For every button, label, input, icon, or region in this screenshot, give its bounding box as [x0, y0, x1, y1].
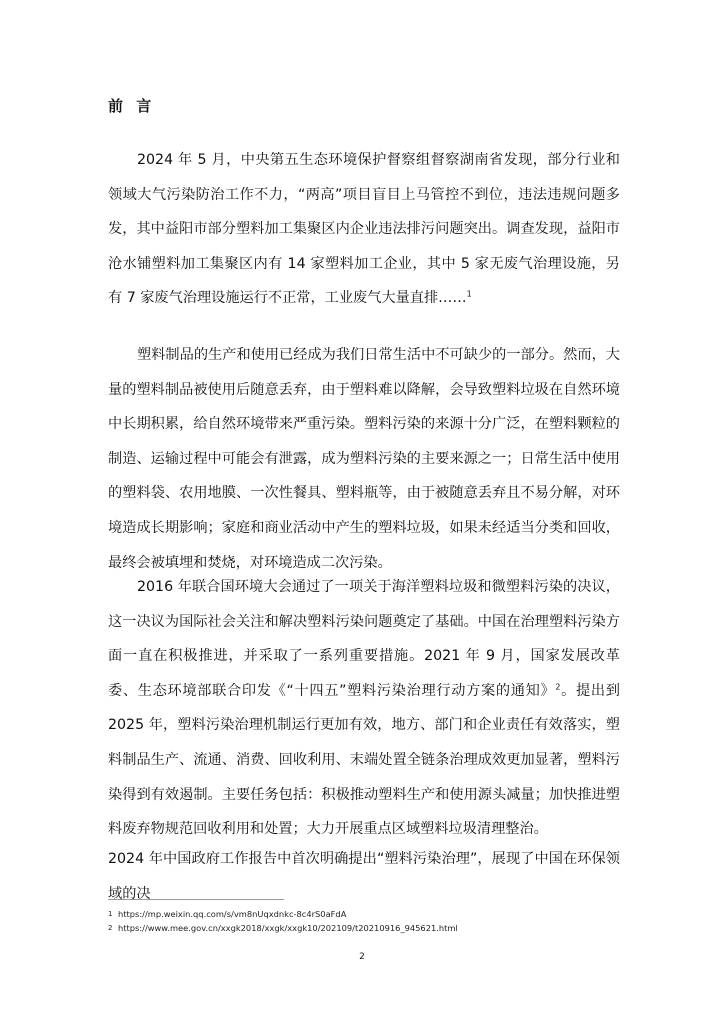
paragraph-1-text: 2024 年 5 月，中央第五生态环境保护督察组督察湖南省发现，部分行业和领域大气污染防治工作不力，“两高”项目盲目上马管控不到位，违法违规问题多发，其中益阳市部分塑料加工集聚区内企业违法排污问题突出。调查发现，益阳市沧水铺塑料加工集聚区内有 14 家塑料加工企业，其中 5 家无废气治理设施，另有 7 家废气治理设施运行不正常，工业废气大量直排…… [108, 152, 620, 307]
section-heading: 前 言 [108, 97, 156, 115]
paragraph-3-text-before: 2016 年联合国环境大会通过了一项关于海洋塑料垃圾和微塑料污染的决议，这一决议为国际社会关注和解决塑料污染问题奠定了基础。中国在治理塑料污染方面一直在积极推进，并采取了一系列重要措施。2021 年 9 月，国家发展改革委、生态环境部联合印发《“十四五”塑料污染治理行动方案的通知》 [108, 579, 620, 699]
footnote-2 [108, 922, 458, 934]
paragraph-3-text-after: 。提出到 2025 年，塑料污染治理机制运行更加有效，地方、部门和企业责任有效落实，塑料制品生产、流通、消费、回收利用、末端处置全链条治理成效更加显著，塑料污染得到有效遏制。主要任务包括：积极推动塑料生产和使用源头减量；加快推进塑料废弃物规范回收利用和处置；大力开展重点区域塑料垃圾清理整治。 [108, 682, 620, 838]
footnote-2-mark: 2 [108, 924, 113, 932]
paragraph-1 [108, 143, 620, 316]
page-number: 2 [359, 952, 365, 962]
footnote-ref-1[interactable]: 1 [466, 289, 472, 299]
paragraph-3 [108, 570, 620, 847]
footnote-1 [108, 908, 346, 920]
footnote-1-url[interactable]: https://mp.weixin.qq.com/s/vm8nUqxdnkc-8c4rS0aFdA [118, 909, 347, 919]
footnote-1-mark: 1 [108, 910, 113, 918]
footnote-ref-2[interactable]: 2 [555, 682, 561, 692]
paragraph-2: 塑料制品的生产和使用已经成为我们日常生活中不可缺少的一部分。然而，大量的塑料制品被使用后随意丢弃，由于塑料难以降解，会导致塑料垃圾在自然环境中长期积累，给自然环境带来严重污染。塑料污染的来源十分广泛，在塑料颗粒的制造、运输过程中可能会有泄露，成为塑料污染的主要来源之一；日常生活中使用的塑料袋、农用地膜、一次性餐具、塑料瓶等，由于被随意丢弃且不易分解，对环境造成长期影响；家庭和商业活动中产生的塑料垃圾，如果未经适当分类和回收，最终会被填埋和焚烧，对环境造成二次污染。 [108, 347, 620, 571]
footnote-2-url[interactable]: https://www.mee.gov.cn/xxgk2018/xxgk/xxgk10/202109/t20210916_945621.html [118, 923, 458, 933]
footnote-divider [108, 899, 284, 900]
paragraph-4: 2024 年中国政府工作报告中首次明确提出“塑料污染治理”，展现了中国在环保领域的决 [108, 851, 620, 902]
